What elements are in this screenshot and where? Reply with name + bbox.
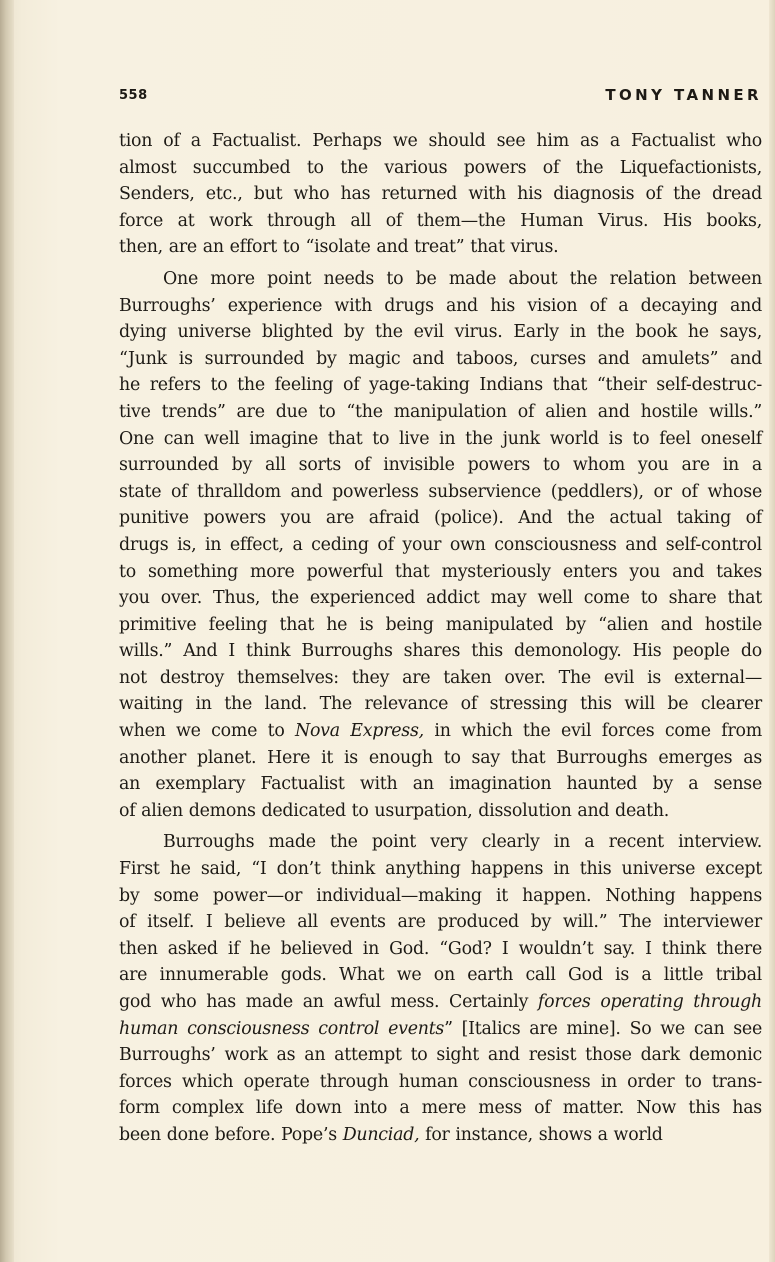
text-run: tion of a Factualist. Perhaps we should see him as a Factualist who bbox=[119, 131, 762, 151]
page-header bbox=[119, 86, 762, 108]
text-line bbox=[119, 1042, 762, 1069]
text-line bbox=[119, 426, 762, 453]
text-run: god who has made an awful mess. Certainly bbox=[119, 992, 538, 1012]
text-line bbox=[119, 155, 762, 182]
text-line bbox=[119, 962, 762, 989]
text-line bbox=[119, 1122, 762, 1149]
text-line bbox=[119, 208, 762, 235]
text-line bbox=[119, 505, 762, 532]
text-run: another planet. Here it is enough to say that Burroughs emerges as bbox=[119, 747, 762, 768]
text-run: form complex life down into a mere mess of matter. Now this has bbox=[119, 1098, 762, 1119]
text-run: Burroughs’ work as an attempt to sight and resist those dark demonic bbox=[119, 1045, 762, 1066]
text-line bbox=[119, 771, 762, 798]
running-head: TONY TANNER bbox=[605, 86, 762, 104]
text-run: he refers to the feeling of yage-taking Indians that “their self-destruc- bbox=[119, 375, 762, 396]
text-run: punitive powers you are afraid (police). And the actual taking of bbox=[119, 508, 762, 529]
italic-text: Dunciad, bbox=[342, 1124, 420, 1145]
text-run: been done before. Pope’s bbox=[119, 1124, 343, 1145]
text-line bbox=[119, 718, 762, 745]
text-run: surrounded by all sorts of invisible powers to whom you are in a bbox=[119, 455, 762, 476]
text-run: drugs is, in effect, a ceding of your own consciousness and self-control bbox=[119, 534, 762, 555]
paragraph bbox=[119, 128, 762, 261]
text-run: force at work through all of them—the Human Virus. His books, bbox=[119, 210, 762, 231]
text-line bbox=[119, 856, 762, 883]
text-run: Burroughs made the point very clearly in a recent interview. bbox=[163, 832, 762, 853]
text-line bbox=[119, 665, 762, 692]
text-line bbox=[119, 181, 762, 208]
text-line bbox=[119, 829, 762, 856]
text-run: wills.” And I think Burroughs shares this demonology. His people do bbox=[119, 641, 762, 662]
text-run: are innumerable gods. What we on earth call God is a little tribal bbox=[119, 965, 762, 986]
text-line bbox=[119, 745, 762, 772]
text-run: when we come to bbox=[119, 721, 295, 742]
text-line bbox=[119, 346, 762, 373]
page-edge bbox=[769, 0, 775, 1262]
text-run: primitive feeling that he is being manipulated by “alien and hostile bbox=[119, 614, 762, 635]
text-line bbox=[119, 1069, 762, 1096]
text-line bbox=[119, 638, 762, 665]
text-run: First he said, “I don’t think anything happens in this universe except bbox=[119, 859, 762, 880]
text-run: then asked if he believed in God. “God? I wouldn’t say. I think there bbox=[119, 938, 762, 959]
text-run: almost succumbed to the various powers of the Liquefactionists, bbox=[119, 157, 762, 178]
text-run: “Junk is surrounded by magic and taboos, curses and amulets” and bbox=[119, 348, 762, 369]
paragraph bbox=[119, 266, 762, 824]
text-run: then, are an effort to “isolate and treat” that virus. bbox=[119, 237, 559, 258]
text-run: to something more powerful that mysteriously enters you and takes bbox=[119, 561, 762, 582]
text-line bbox=[119, 532, 762, 559]
text-run: you over. Thus, the experienced addict may well come to share that bbox=[119, 588, 762, 609]
text-run: state of thralldom and powerless subservience (peddlers), or of whose bbox=[119, 481, 762, 502]
text-line bbox=[119, 585, 762, 612]
body-text bbox=[119, 128, 762, 1149]
text-line bbox=[119, 883, 762, 910]
text-line bbox=[119, 1095, 762, 1122]
text-run: waiting in the land. The relevance of stressing this will be clearer bbox=[119, 694, 762, 715]
text-line bbox=[119, 798, 762, 825]
paragraph bbox=[119, 829, 762, 1148]
page-binding-shadow bbox=[0, 0, 14, 1262]
text-line bbox=[119, 293, 762, 320]
text-line bbox=[119, 1016, 762, 1043]
text-line bbox=[119, 319, 762, 346]
text-line bbox=[119, 691, 762, 718]
text-line bbox=[119, 399, 762, 426]
text-run: of itself. I believe all events are produced by will.” The interviewer bbox=[119, 912, 762, 933]
text-run: of alien demons dedicated to usurpation, dissolution and death. bbox=[119, 800, 670, 821]
text-line bbox=[119, 452, 762, 479]
text-run: for instance, shows a world bbox=[419, 1124, 663, 1145]
text-run: Burroughs’ experience with drugs and his vision of a decaying and bbox=[119, 295, 762, 316]
text-line bbox=[119, 559, 762, 586]
text-run: Senders, etc., but who has returned with his diagnosis of the dread bbox=[119, 184, 762, 205]
text-line bbox=[119, 479, 762, 506]
italic-text: human consciousness control events bbox=[119, 1018, 445, 1039]
text-line bbox=[119, 612, 762, 639]
text-line bbox=[119, 909, 762, 936]
text-run: not destroy themselves: they are taken over. The evil is external— bbox=[119, 667, 762, 688]
text-run: ” [Italics are mine]. So we can see bbox=[444, 1018, 763, 1039]
italic-text: Nova Express, bbox=[294, 721, 424, 742]
text-line bbox=[119, 372, 762, 399]
text-run: tive trends” are due to “the manipulation of alien and hostile wills.” bbox=[119, 401, 762, 422]
text-run: by some power—or individual—making it happen. Nothing happens bbox=[119, 885, 762, 906]
text-run: dying universe blighted by the evil virus. Early in the book he says, bbox=[119, 322, 762, 343]
text-line bbox=[119, 234, 762, 261]
text-run: an exemplary Factualist with an imagination haunted by a sense bbox=[119, 774, 762, 795]
text-run: in which the evil forces come from bbox=[423, 721, 762, 742]
text-line bbox=[119, 989, 762, 1016]
page-number: 558 bbox=[119, 88, 148, 103]
text-run: One more point needs to be made about the relation between bbox=[163, 268, 762, 289]
text-line bbox=[119, 266, 762, 293]
text-line bbox=[119, 128, 762, 155]
text-run: forces which operate through human consciousness in order to trans- bbox=[119, 1071, 762, 1092]
text-run: One can well imagine that to live in the junk world is to feel oneself bbox=[119, 428, 762, 449]
text-line bbox=[119, 936, 762, 963]
italic-text: forces operating through bbox=[537, 992, 762, 1012]
